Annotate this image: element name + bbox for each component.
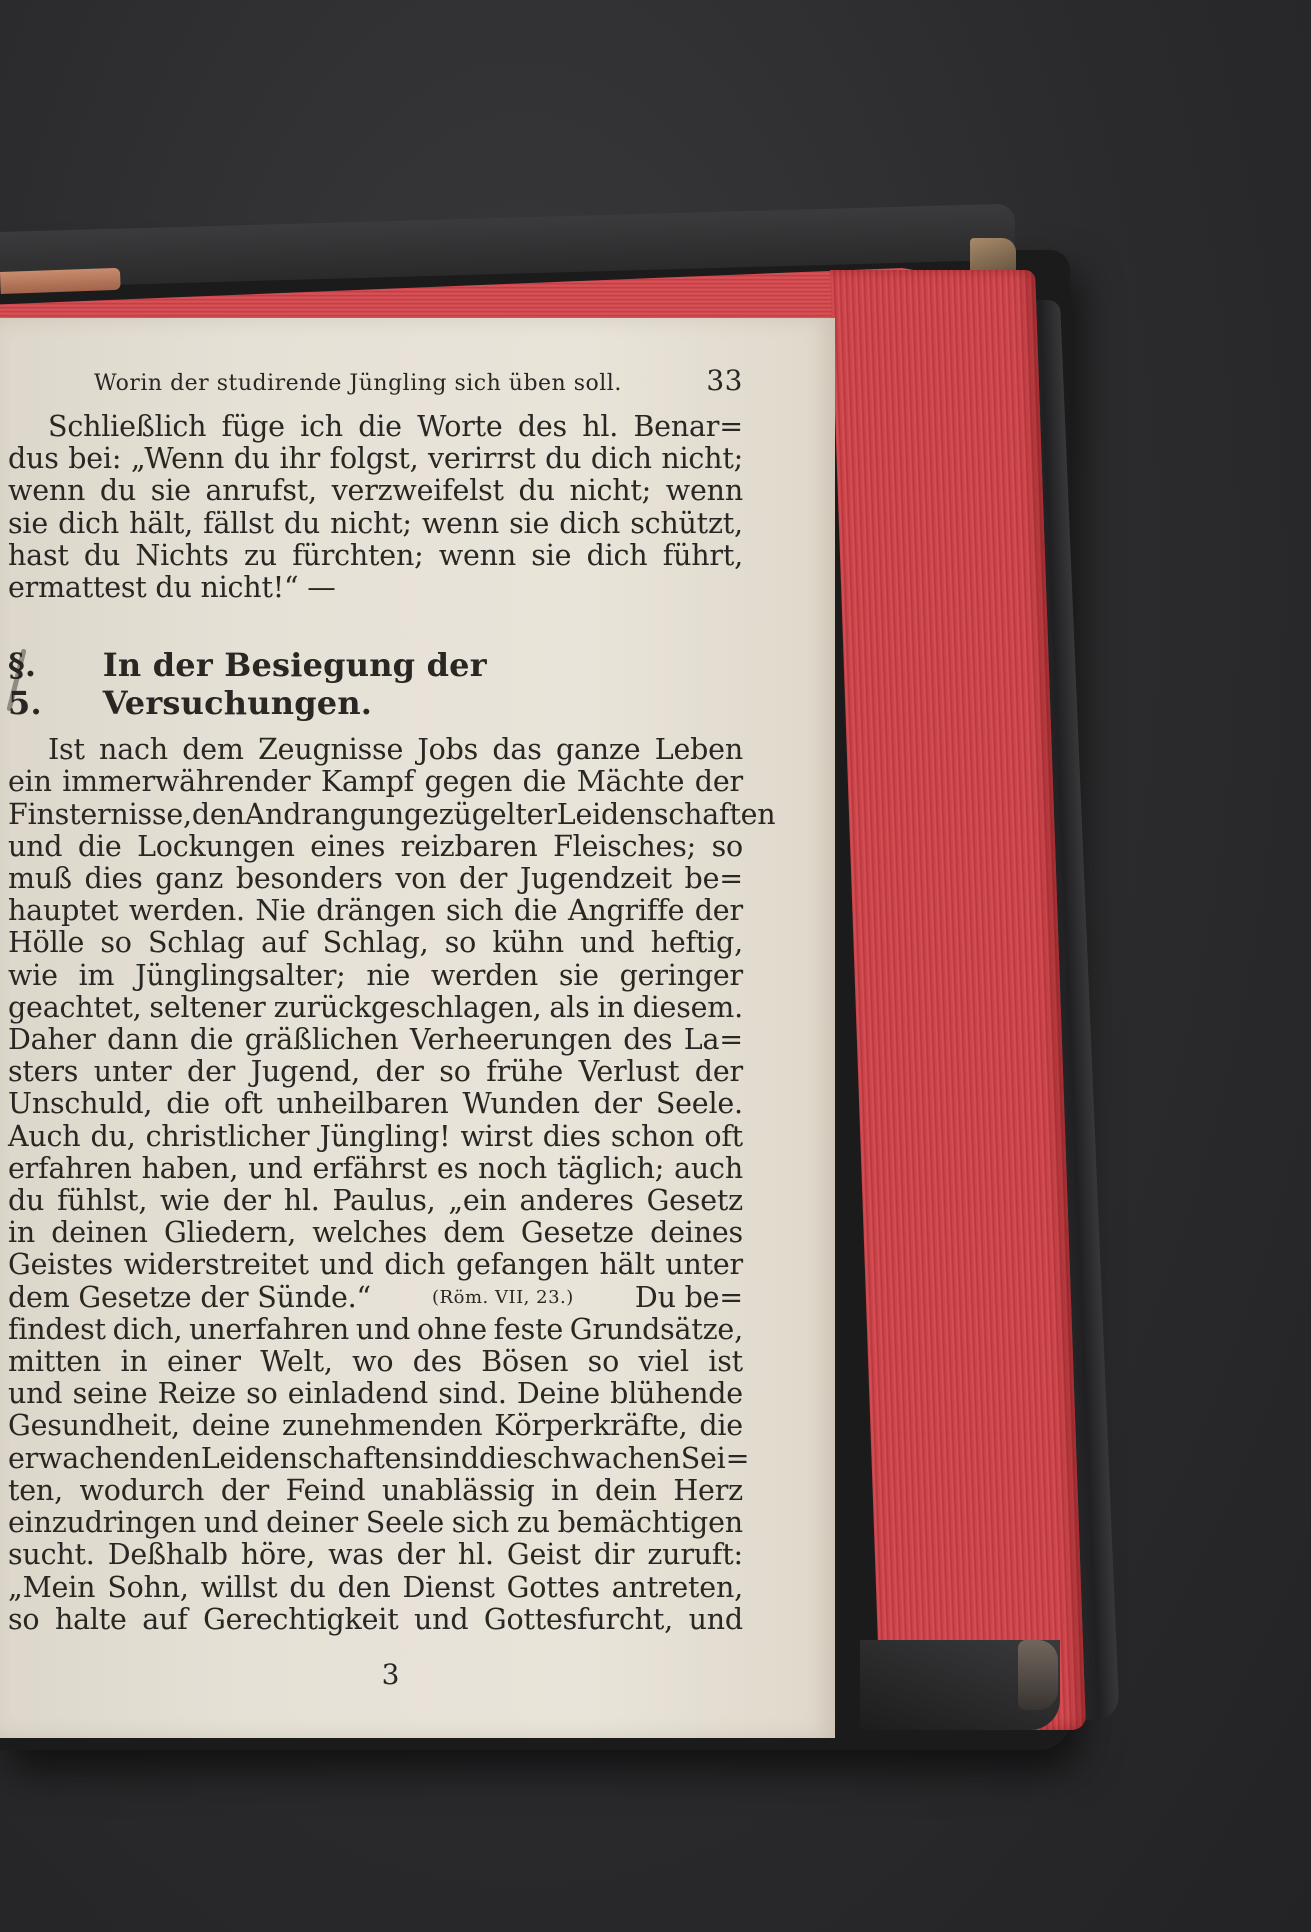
word: Herz: [673, 1473, 743, 1507]
text-line: [8, 960, 743, 992]
word: und: [355, 1312, 411, 1346]
word: schon: [610, 1119, 695, 1153]
word: Verlust: [578, 1055, 680, 1089]
word: zurückgeschlagen,: [273, 990, 542, 1024]
word: La=: [683, 1023, 743, 1057]
word: wenn: [438, 538, 516, 572]
text-line: [8, 1507, 743, 1539]
word: wo: [352, 1345, 394, 1379]
word: nicht;: [569, 474, 652, 508]
word: dus: [8, 442, 59, 476]
word: der: [396, 1538, 445, 1572]
word: Jugendzeit: [519, 862, 672, 896]
word: Seele.: [655, 1087, 743, 1121]
word: viel: [638, 1345, 689, 1379]
word: ten,: [8, 1473, 63, 1507]
word: so: [711, 829, 743, 863]
word: Reize: [157, 1377, 236, 1411]
word: erwachenden: [8, 1441, 201, 1475]
word: ihr: [279, 442, 321, 476]
word: nach: [99, 733, 168, 767]
word: hält,: [129, 506, 194, 540]
word: dich,: [112, 1312, 183, 1346]
word: der: [375, 1055, 424, 1089]
word: fürchten;: [292, 538, 424, 572]
text-line: [8, 1121, 743, 1153]
text-line: [8, 1604, 743, 1636]
word: Paulus,: [332, 1184, 436, 1218]
word: bemächtigen: [557, 1506, 743, 1540]
word: unter: [93, 1055, 172, 1089]
text-line: [8, 508, 743, 540]
word: des: [412, 1345, 462, 1379]
word: ohne: [416, 1312, 487, 1346]
word: die: [77, 829, 122, 863]
word: werden: [430, 958, 539, 992]
word: wie: [8, 958, 58, 992]
bookmark-ribbon: [0, 268, 121, 294]
word: unter: [665, 1248, 743, 1282]
text-line: [8, 927, 743, 959]
word: ein: [8, 765, 52, 799]
word: gräßlichen: [244, 1023, 399, 1057]
word: dann: [107, 1023, 179, 1057]
word: und: [203, 1506, 259, 1540]
word: oft: [223, 1087, 263, 1121]
word: Hölle: [8, 926, 85, 960]
text-line: ermattest du nicht!“ —: [8, 571, 336, 605]
word: dies: [542, 1119, 601, 1153]
word: geringer: [619, 958, 743, 992]
word: dich: [586, 538, 648, 572]
text-line: [8, 797, 776, 831]
word: frühe: [486, 1055, 563, 1089]
word: führt,: [662, 538, 743, 572]
word: es: [436, 1151, 469, 1185]
word: wenn: [8, 474, 86, 508]
word: der: [694, 765, 743, 799]
word: „Mein: [8, 1570, 96, 1604]
word: so: [246, 1377, 278, 1411]
word: gefangen: [455, 1248, 589, 1282]
word: und: [580, 926, 635, 960]
word: in: [597, 990, 625, 1024]
word: drängen: [316, 894, 436, 928]
word: verirrst: [428, 442, 536, 476]
word: in: [551, 1473, 579, 1507]
book-page: [0, 318, 835, 1738]
word: und: [8, 829, 63, 863]
word: sie: [150, 474, 191, 508]
word: fällst: [203, 506, 274, 540]
word: die: [358, 410, 402, 443]
word: sind: [419, 1441, 479, 1475]
word: ist: [708, 1345, 743, 1379]
word: anrufst,: [205, 474, 317, 508]
page-number: 33: [706, 364, 743, 397]
word: so: [439, 1055, 471, 1089]
word: und: [8, 1377, 63, 1411]
text-line: [8, 1056, 743, 1088]
word: „ein: [448, 1184, 507, 1218]
word: du: [8, 1184, 45, 1218]
word: Schlag,: [322, 926, 429, 960]
word: einladend: [287, 1377, 429, 1411]
word: Deßhalb: [107, 1538, 228, 1572]
word: nie: [366, 958, 411, 992]
word: du: [99, 474, 137, 508]
word: deinen: [51, 1216, 148, 1250]
word: täglich;: [556, 1151, 665, 1185]
word: nicht;: [330, 506, 412, 540]
word: in: [8, 1216, 36, 1250]
text-line: [8, 1153, 743, 1185]
word: seltener: [149, 990, 266, 1024]
word: Gottesfurcht,: [483, 1602, 674, 1636]
word: Wunden: [462, 1087, 580, 1121]
word: Leben: [654, 733, 743, 767]
word: der: [187, 1055, 236, 1089]
word: und: [319, 1248, 374, 1282]
word: deines: [650, 1216, 743, 1250]
word: dich: [559, 506, 621, 540]
word: zunehmenden: [281, 1409, 483, 1443]
word: du: [545, 442, 582, 476]
paragraph-1: [8, 411, 743, 604]
word: willst: [200, 1570, 278, 1604]
word: sich: [446, 894, 504, 928]
section-heading: [8, 646, 743, 722]
word: füge: [221, 410, 285, 443]
word: verzweifelst: [331, 474, 504, 508]
word: Angriffe: [567, 894, 685, 928]
word: findest: [8, 1312, 106, 1346]
word: Bösen: [481, 1345, 569, 1379]
text-line: [8, 1217, 743, 1249]
word: auf: [261, 926, 307, 960]
running-head: [8, 364, 743, 397]
word: reizbaren: [400, 829, 538, 863]
word: des: [623, 1023, 673, 1057]
word: anderes: [519, 1184, 634, 1218]
text-line-with-reference: [8, 1282, 743, 1314]
word: einer: [167, 1345, 241, 1379]
word: Geistes: [8, 1248, 113, 1282]
word: hl.: [457, 1538, 494, 1572]
word: seine: [72, 1377, 148, 1411]
word: feste: [493, 1312, 564, 1346]
word: Gottes: [506, 1570, 600, 1604]
word: den: [191, 797, 245, 831]
word: der: [220, 1473, 269, 1507]
word: so: [444, 926, 477, 960]
word: diesem.: [632, 990, 743, 1024]
word: folgst,: [329, 442, 419, 476]
word: welches: [312, 1216, 428, 1250]
word: muß: [8, 862, 72, 896]
word: der: [222, 1184, 271, 1218]
text-line: [8, 1346, 743, 1378]
word: Nichts: [135, 538, 229, 572]
word: Schlag: [147, 926, 245, 960]
text-line: [8, 1441, 750, 1475]
word: unablässig: [382, 1473, 535, 1507]
word: auf: [142, 1602, 188, 1636]
word: hl.: [283, 1184, 320, 1218]
word: dem: [443, 1216, 505, 1250]
word: Gesetz: [646, 1184, 743, 1218]
text-line: [8, 540, 743, 572]
word: Schließlich: [48, 410, 207, 443]
word: hält: [599, 1248, 655, 1282]
word: Finsternisse,: [8, 797, 192, 831]
word: Deine: [516, 1377, 600, 1411]
word: du: [83, 538, 121, 572]
word: du: [289, 1570, 326, 1604]
word: Gesundheit,: [8, 1409, 180, 1443]
text-line: [8, 831, 743, 863]
word: der: [694, 1055, 743, 1089]
word: des: [517, 410, 567, 443]
word: Benar=: [633, 410, 743, 443]
signature-mark: 3: [381, 1657, 400, 1691]
word: sich: [451, 1506, 510, 1540]
word: dies: [84, 862, 143, 896]
word: unerfahren: [189, 1312, 350, 1346]
word: den: [337, 1570, 391, 1604]
word: haben,: [141, 1151, 239, 1185]
word: sie: [558, 958, 599, 992]
word: sie: [531, 538, 572, 572]
word: immerwährender: [62, 765, 311, 799]
word: oft: [704, 1119, 743, 1153]
word: die: [478, 1441, 523, 1475]
word: Zeugnisse: [258, 733, 404, 767]
word: fühlst,: [57, 1184, 148, 1218]
word: du: [233, 442, 270, 476]
word: und: [688, 1602, 743, 1636]
word: erfährst: [312, 1151, 427, 1185]
word: Feind: [285, 1473, 366, 1507]
word: sie: [509, 506, 550, 540]
word: dich: [590, 442, 652, 476]
word: sind.: [438, 1377, 507, 1411]
word: Jüngling!: [319, 1119, 451, 1153]
word: Fleisches;: [553, 829, 697, 863]
word: ganze: [555, 733, 641, 767]
text-line: [8, 1088, 743, 1120]
word: Gerechtigkeit: [203, 1602, 399, 1636]
word: Sei=: [680, 1441, 750, 1475]
word: höre,: [240, 1538, 315, 1572]
word: das: [492, 733, 542, 767]
word: Gliedern,: [163, 1216, 297, 1250]
word: hauptet: [8, 894, 119, 928]
running-head-title: Worin der studirende Jüngling sich üben soll.: [94, 371, 622, 396]
word: Geist: [506, 1538, 581, 1572]
word: Unschuld,: [8, 1087, 153, 1121]
word: Lockungen: [137, 829, 295, 863]
text-line: [8, 475, 743, 507]
worn-bottom-corner: [1018, 1640, 1058, 1710]
word: so: [100, 926, 132, 960]
word: ich: [300, 410, 343, 443]
text-line: [8, 1185, 743, 1217]
word: wenn: [665, 474, 743, 508]
text-segment: Du be=: [634, 1280, 743, 1314]
word: du: [518, 474, 555, 508]
word: Kampf: [320, 765, 415, 799]
word: Auch: [8, 1119, 81, 1153]
word: antreten,: [611, 1570, 743, 1604]
word: Grundsätze,: [569, 1312, 743, 1346]
word: die: [513, 894, 558, 928]
word: als: [549, 990, 590, 1024]
word: sie: [8, 506, 49, 540]
word: Andrang: [244, 797, 368, 831]
word: hast: [8, 538, 69, 572]
word: wodurch: [79, 1473, 205, 1507]
word: der: [694, 894, 743, 928]
word: ungezügelter: [367, 797, 557, 831]
word: Jobs: [417, 733, 479, 767]
word: gegen: [424, 765, 513, 799]
text-segment: dem Gesetze der Sünde.“: [8, 1280, 371, 1314]
word: „Wenn: [130, 442, 225, 476]
text-line: [8, 734, 743, 766]
word: Ist: [48, 733, 85, 767]
text-line: [8, 411, 743, 443]
word: Verheerungen: [409, 1023, 612, 1057]
word: was: [328, 1538, 384, 1572]
word: deine: [191, 1409, 271, 1443]
word: bei:: [68, 442, 122, 476]
text-line: [8, 895, 743, 927]
word: und: [248, 1151, 303, 1185]
word: werden.: [128, 894, 245, 928]
word: wirst: [460, 1119, 533, 1153]
section-title: In der Besiegung der Versuchungen.: [102, 646, 487, 723]
word: die: [699, 1409, 743, 1443]
word: so: [587, 1345, 620, 1379]
text-line: [8, 1249, 743, 1281]
text-line: [8, 1539, 743, 1571]
word: Daher: [8, 1023, 96, 1057]
word: Leidenschaften: [556, 797, 776, 831]
word: einzudringen: [8, 1506, 197, 1540]
section-number: §. 5.: [8, 646, 42, 723]
text-line: [8, 1475, 743, 1507]
text-line: [8, 1314, 743, 1346]
word: christlicher: [145, 1119, 310, 1153]
word: wie: [160, 1184, 210, 1218]
word: von: [395, 862, 447, 896]
paragraph-2: [8, 733, 776, 1636]
word: kühn: [492, 926, 564, 960]
word: dir: [593, 1538, 635, 1572]
text-line: [8, 1024, 743, 1056]
word: Seele: [365, 1506, 444, 1540]
word: noch: [477, 1151, 547, 1185]
word: wenn: [421, 506, 500, 540]
word: Welt,: [260, 1345, 333, 1379]
word: be=: [684, 862, 743, 896]
word: blühende: [610, 1377, 743, 1411]
word: die: [522, 765, 567, 799]
word: zu: [243, 538, 277, 572]
word: dich: [58, 506, 119, 540]
word: besonders: [235, 862, 383, 896]
word: der: [459, 862, 508, 896]
word: die: [189, 1023, 234, 1057]
word: Jugend,: [250, 1055, 360, 1089]
word: zuruft:: [647, 1538, 743, 1572]
text-line: [8, 1410, 743, 1442]
text-line: [8, 992, 743, 1024]
word: heftig,: [650, 926, 743, 960]
text-line: [8, 1378, 743, 1410]
word: dich: [384, 1248, 446, 1282]
word: widerstreitet: [123, 1248, 309, 1282]
bible-reference: (Röm. VII, 23.): [432, 1286, 574, 1308]
word: sters: [8, 1055, 79, 1089]
word: zu: [516, 1506, 550, 1540]
word: schwachen: [522, 1441, 681, 1475]
text-line: [8, 766, 743, 798]
word: sucht.: [8, 1538, 95, 1572]
word: geachtet,: [8, 990, 142, 1024]
word: dein: [594, 1473, 657, 1507]
word: hl.: [582, 410, 619, 443]
word: so: [8, 1602, 40, 1636]
word: Jünglingsalter;: [135, 958, 346, 992]
word: der: [593, 1087, 642, 1121]
word: mitten: [8, 1345, 102, 1379]
word: dem: [182, 733, 244, 767]
word: die: [166, 1087, 210, 1121]
word: Worte: [417, 410, 503, 443]
text-line: [8, 1572, 743, 1604]
word: erfahren: [8, 1151, 132, 1185]
word: halte: [54, 1602, 127, 1636]
word: Körperkräfte,: [494, 1409, 688, 1443]
word: du,: [90, 1119, 136, 1153]
word: Nie: [255, 894, 306, 928]
word: in: [120, 1345, 148, 1379]
text-line: [8, 443, 743, 475]
word: Gesetze: [520, 1216, 634, 1250]
word: nicht;: [661, 442, 743, 476]
word: Sohn,: [107, 1570, 189, 1604]
word: du: [283, 506, 321, 540]
word: Leidenschaften: [200, 1441, 420, 1475]
word: im: [78, 958, 115, 992]
word: auch: [674, 1151, 743, 1185]
word: und: [414, 1602, 469, 1636]
word: deiner: [266, 1506, 358, 1540]
word: eines: [310, 829, 386, 863]
word: Mächte: [576, 765, 685, 799]
page-text: [8, 364, 776, 1691]
word: ganz: [155, 862, 224, 896]
text-line: [8, 863, 743, 895]
word: unheilbaren: [276, 1087, 449, 1121]
word: schützt,: [630, 506, 743, 540]
word: Dienst: [402, 1570, 495, 1604]
